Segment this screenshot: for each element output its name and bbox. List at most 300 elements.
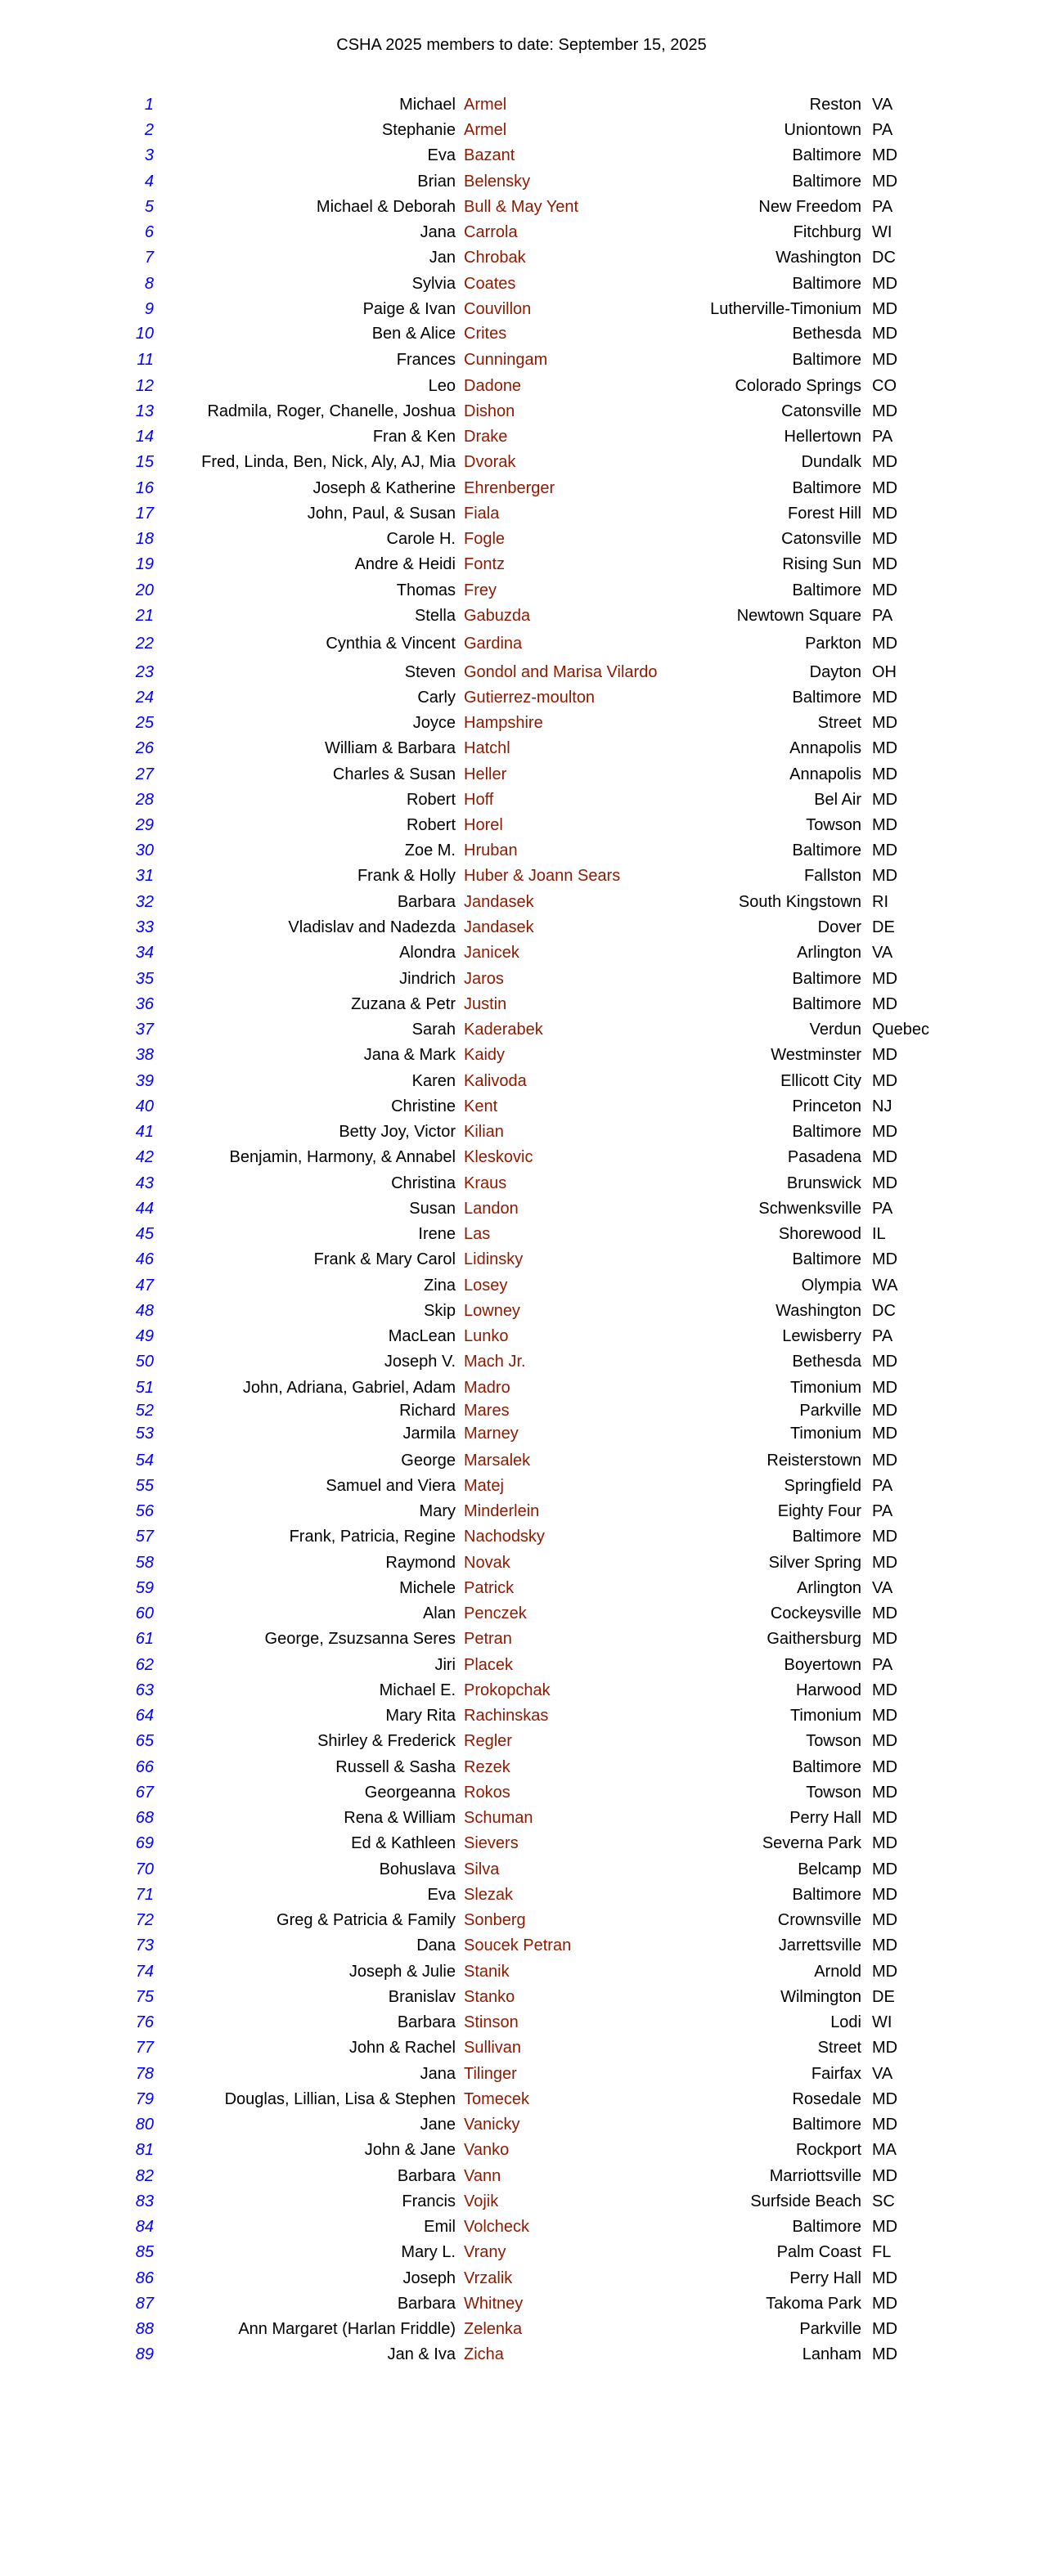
member-number: 51 [135,1379,154,1397]
member-given-name: Ben & Alice [371,325,456,343]
member-number: 17 [135,505,154,523]
member-city: Baltimore [792,841,861,859]
member-state: MD [872,1425,898,1443]
member-given-name: Betty Joy, Victor [339,1123,456,1141]
member-given-name: Fran & Ken [372,428,456,446]
member-row [0,1045,1043,1065]
member-row [0,504,1043,523]
member-state: PA [872,1327,893,1345]
member-city: Arnold [814,1963,861,1981]
member-given-name: John, Adriana, Gabriel, Adam [242,1379,456,1397]
member-number: 4 [144,173,154,191]
member-city: Arlington [797,1579,861,1597]
member-given-name: George, Zsuzsanna Seres [264,1630,456,1648]
member-surname: Fontz [464,555,506,573]
member-surname: Slezak [464,1886,514,1904]
member-surname: Patrick [464,1579,515,1597]
member-surname: Hruban [464,841,518,859]
member-state: MD [872,479,898,497]
member-surname: Vanicky [464,2116,520,2134]
member-row [0,765,1043,784]
member-city: Baltimore [792,479,861,497]
member-row [0,1962,1043,1981]
member-surname: Mach Jr. [464,1353,526,1371]
member-given-name: Eva [427,1886,456,1904]
member-given-name: Frank, Patricia, Regine [289,1528,456,1546]
member-row [0,1655,1043,1675]
member-number: 80 [135,2116,154,2134]
member-row [0,197,1043,217]
member-given-name: Sarah [411,1021,456,1039]
member-city: Parkville [799,1402,861,1420]
member-surname: Vanko [464,2141,510,2159]
member-state: MD [872,1604,898,1622]
member-surname: Heller [464,765,507,783]
member-given-name: Rena & William [344,1809,456,1827]
member-given-name: Skip [424,1302,456,1320]
member-number: 3 [144,146,154,164]
member-given-name: Alan [422,1604,456,1622]
member-number: 22 [135,635,154,653]
member-city: Jarrettsville [778,1936,861,1954]
member-number: 40 [135,1097,154,1115]
member-surname: Jaros [464,970,504,988]
member-surname: Drake [464,428,508,446]
member-given-name: Eva [427,146,456,164]
member-state: MD [872,1860,898,1878]
member-number: 54 [135,1452,154,1470]
member-row [0,1527,1043,1546]
member-row [0,1808,1043,1828]
member-surname: Vrzalik [464,2269,513,2287]
member-state: MD [872,2039,898,2057]
member-state: MD [872,530,898,548]
member-given-name: Michael [399,96,456,114]
member-state: MD [872,351,898,369]
member-given-name: John & Jane [364,2141,456,2159]
member-number: 74 [135,1963,154,1981]
member-surname: Dvorak [464,453,516,471]
member-given-name: Andre & Heidi [354,555,456,573]
member-surname: Horel [464,816,503,834]
member-surname: Gardina [464,635,523,653]
member-city: Catonsville [781,402,861,420]
member-number: 33 [135,918,154,936]
member-number: 6 [144,223,154,241]
member-given-name: Frank & Holly [357,867,456,885]
member-state: MD [872,1886,898,1904]
member-given-name: Joseph & Katherine [312,479,456,497]
member-row [0,1681,1043,1700]
member-given-name: Jan [429,249,456,267]
member-row [0,1352,1043,1371]
member-number: 32 [135,893,154,911]
member-row [0,1071,1043,1091]
member-city: Rockport [795,2141,861,2159]
member-number: 49 [135,1327,154,1345]
member-number: 83 [135,2192,154,2210]
member-surname: Jandasek [464,893,534,911]
member-number: 62 [135,1656,154,1674]
member-given-name: Jarmila [402,1425,456,1443]
member-number: 55 [135,1477,154,1495]
member-surname: Dishon [464,402,515,420]
member-city: Schwenksville [758,1200,861,1218]
member-row [0,662,1043,682]
member-state: MD [872,2218,898,2236]
member-state: MD [872,2116,898,2134]
member-state: MD [872,867,898,885]
member-surname: Tomecek [464,2090,530,2108]
member-given-name: Jana [420,223,456,241]
member-city: Perry Hall [789,2269,861,2287]
member-number: 69 [135,1834,154,1852]
member-city: Perry Hall [789,1809,861,1827]
member-city: Towson [806,816,861,834]
member-number: 8 [144,275,154,293]
member-given-name: Zuzana & Petr [351,995,456,1013]
member-city: Princeton [792,1097,861,1115]
member-city: Towson [806,1784,861,1802]
member-row [0,1326,1043,1346]
member-surname: Las [464,1225,491,1243]
member-given-name: Barbara [397,2167,456,2185]
member-surname: Zicha [464,2345,504,2363]
member-state: MD [872,505,898,523]
member-row [0,943,1043,963]
member-city: Baltimore [792,2218,861,2236]
member-number: 38 [135,1046,154,1064]
member-given-name: Dana [416,1936,456,1954]
member-state: PA [872,1656,893,1674]
member-surname: Hampshire [464,714,543,732]
member-city: Springfield [784,1477,861,1495]
member-number: 35 [135,970,154,988]
member-surname: Marney [464,1425,519,1443]
member-city: Ellicott City [780,1072,861,1090]
member-number: 20 [135,581,154,599]
member-row [0,1401,1043,1420]
member-state: MD [872,1963,898,1981]
member-number: 2 [144,121,154,139]
member-row [0,1122,1043,1142]
member-city: Dundalk [801,453,861,471]
member-number: 28 [135,791,154,809]
member-surname: Coates [464,275,516,293]
member-city: Baltimore [792,2116,861,2134]
member-given-name: Russell & Sasha [335,1758,456,1776]
member-state: MD [872,2295,898,2313]
member-row [0,969,1043,989]
member-city: Parkville [799,2320,861,2338]
member-state: MD [872,1379,898,1397]
member-number: 63 [135,1681,154,1699]
member-state: MD [872,275,898,293]
member-given-name: Jindrich [399,970,456,988]
member-city: Arlington [797,944,861,962]
member-number: 29 [135,816,154,834]
member-surname: Minderlein [464,1502,540,1520]
member-state: DE [872,1988,895,2006]
member-row [0,478,1043,498]
member-city: Fitchburg [793,223,861,241]
member-row [0,350,1043,370]
member-state: CO [872,377,897,395]
member-city: Shorewood [778,1225,861,1243]
member-surname: Hoff [464,791,494,809]
member-state: MD [872,689,898,707]
member-surname: Cunningam [464,351,548,369]
member-city: Baltimore [792,995,861,1013]
member-state: PA [872,121,893,139]
member-state: MD [872,2090,898,2108]
member-given-name: Michael & Deborah [316,198,456,216]
member-city: Brunswick [786,1174,861,1192]
member-row [0,2345,1043,2364]
member-city: Lutherville-Timonium [710,300,861,318]
member-row [0,738,1043,758]
member-given-name: Bohuslava [379,1860,456,1878]
member-row [0,2294,1043,2313]
member-given-name: Michael E. [379,1681,456,1699]
member-row [0,1451,1043,1470]
member-state: FL [872,2243,892,2261]
member-state: DC [872,1302,896,1320]
member-number: 61 [135,1630,154,1648]
member-state: WI [872,2013,892,2031]
member-surname: Hatchl [464,739,510,757]
member-surname: Whitney [464,2295,524,2313]
member-row [0,452,1043,472]
member-surname: Marsalek [464,1452,531,1470]
member-surname: Novak [464,1554,510,1572]
member-number: 5 [144,198,154,216]
member-surname: Kalivoda [464,1072,527,1090]
member-row [0,427,1043,447]
member-given-name: Stephanie [381,121,456,139]
member-row [0,1833,1043,1853]
member-number: 9 [144,300,154,318]
member-city: Catonsville [781,530,861,548]
member-state: MD [872,1046,898,1064]
member-row [0,2013,1043,2032]
member-given-name: Ed & Kathleen [351,1834,456,1852]
member-surname: Sullivan [464,2039,522,2057]
member-surname: Rezek [464,1758,510,1776]
member-surname: Stanko [464,1988,515,2006]
member-given-name: Ann Margaret (Harlan Friddle) [238,2320,456,2338]
member-given-name: Steven [404,663,456,681]
member-surname: Lidinsky [464,1250,524,1268]
member-surname: Sievers [464,1834,519,1852]
member-number: 87 [135,2295,154,2313]
member-city: Colorado Springs [735,377,861,395]
member-number: 30 [135,841,154,859]
member-number: 47 [135,1277,154,1295]
member-number: 53 [135,1425,154,1443]
member-given-name: Stella [414,607,456,625]
member-number: 39 [135,1072,154,1090]
member-state: MD [872,173,898,191]
member-state: VA [872,944,893,962]
member-state: MD [872,1353,898,1371]
member-row [0,146,1043,165]
member-surname: Justin [464,995,507,1013]
member-number: 46 [135,1250,154,1268]
member-state: NJ [872,1097,892,1115]
member-city: Crownsville [777,1911,861,1929]
member-row [0,1987,1043,2007]
member-surname: Matej [464,1477,504,1495]
member-row [0,376,1043,396]
member-given-name: Richard [399,1402,456,1420]
member-surname: Kaidy [464,1046,506,1064]
member-number: 73 [135,1936,154,1954]
member-city: Hellertown [784,428,861,446]
member-city: Olympia [801,1277,861,1295]
member-row [0,402,1043,421]
member-given-name: Barbara [397,893,456,911]
member-state: PA [872,1200,893,1218]
member-row [0,120,1043,140]
member-given-name: Barbara [397,2013,456,2031]
member-number: 70 [135,1860,154,1878]
member-city: Rising Sun [782,555,861,573]
member-row [0,554,1043,574]
member-given-name: Francis [402,2192,456,2210]
member-given-name: Shirley & Frederick [317,1732,456,1750]
member-number: 66 [135,1758,154,1776]
member-city: Lewisberry [782,1327,861,1345]
member-row [0,918,1043,937]
member-state: MD [872,1834,898,1852]
member-given-name: Robert [406,816,456,834]
member-surname: Ehrenberger [464,479,555,497]
member-row [0,274,1043,294]
member-state: MD [872,2269,898,2287]
member-given-name: Charles & Susan [332,765,456,783]
member-row [0,1250,1043,1269]
member-given-name: Alondra [399,944,456,962]
member-state: PA [872,607,893,625]
member-number: 59 [135,1579,154,1597]
member-row [0,1224,1043,1244]
member-number: 88 [135,2320,154,2338]
member-number: 76 [135,2013,154,2031]
member-given-name: Jane [420,2116,456,2134]
member-surname: Kraus [464,1174,507,1192]
member-given-name: Raymond [385,1554,456,1572]
member-number: 45 [135,1225,154,1243]
member-city: New Freedom [758,198,861,216]
member-surname: Schuman [464,1809,533,1827]
member-city: Annapolis [789,765,861,783]
member-state: MD [872,1554,898,1572]
member-row [0,1629,1043,1649]
member-city: Baltimore [792,275,861,293]
member-number: 78 [135,2065,154,2083]
member-number: 67 [135,1784,154,1802]
member-number: 64 [135,1707,154,1725]
member-number: 21 [135,607,154,625]
member-number: 11 [137,351,154,369]
member-state: IL [872,1225,886,1243]
member-surname: Silva [464,1860,500,1878]
member-number: 44 [135,1200,154,1218]
member-surname: Crites [464,325,507,343]
member-state: MD [872,1452,898,1470]
member-given-name: Radmila, Roger, Chanelle, Joshua [207,402,456,420]
member-city: Baltimore [792,1528,861,1546]
member-surname: Vann [464,2167,501,2185]
member-given-name: Susan [409,1200,456,1218]
member-row [0,606,1043,626]
member-row [0,1378,1043,1398]
member-given-name: Irene [418,1225,456,1243]
member-city: Bethesda [792,325,861,343]
member-number: 16 [135,479,154,497]
member-city: Rosedale [792,2090,861,2108]
member-city: Annapolis [789,739,861,757]
member-surname: Carrola [464,223,518,241]
member-given-name: Frances [396,351,456,369]
member-number: 50 [135,1353,154,1371]
member-row [0,299,1043,319]
member-city: Severna Park [762,1834,861,1852]
member-row [0,2089,1043,2109]
member-surname: Vrany [464,2243,506,2261]
member-city: Baltimore [792,351,861,369]
member-number: 89 [135,2345,154,2363]
member-number: 84 [135,2218,154,2236]
member-given-name: Greg & Patricia & Family [276,1911,456,1929]
member-surname: Fiala [464,505,500,523]
member-surname: Couvillon [464,300,532,318]
member-state: SC [872,2192,895,2210]
member-surname: Bazant [464,146,515,164]
member-row [0,1501,1043,1521]
member-given-name: Karen [411,1072,456,1090]
member-state: MD [872,765,898,783]
member-state: MD [872,1911,898,1929]
member-state: MD [872,2320,898,2338]
member-row [0,248,1043,267]
member-state: MD [872,402,898,420]
member-state: MD [872,1630,898,1648]
member-city: Belcamp [798,1860,861,1878]
member-city: Timonium [789,1425,861,1443]
member-surname: Dadone [464,377,522,395]
member-city: Pasadena [787,1148,861,1166]
member-state: MD [872,1528,898,1546]
member-row [0,2269,1043,2288]
member-city: Verdun [809,1021,861,1039]
member-number: 56 [135,1502,154,1520]
member-surname: Petran [464,1630,512,1648]
member-state: MD [872,635,898,653]
member-city: Street [817,2039,861,2057]
member-city: Harwood [795,1681,861,1699]
member-city: Washington [776,1302,861,1320]
member-surname: Landon [464,1200,519,1218]
member-city: Eighty Four [777,1502,861,1520]
member-row [0,2166,1043,2186]
member-state: MD [872,2167,898,2185]
member-row [0,1424,1043,1443]
member-city: Lodi [830,2013,861,2031]
member-row [0,790,1043,810]
member-surname: Armel [464,96,507,114]
